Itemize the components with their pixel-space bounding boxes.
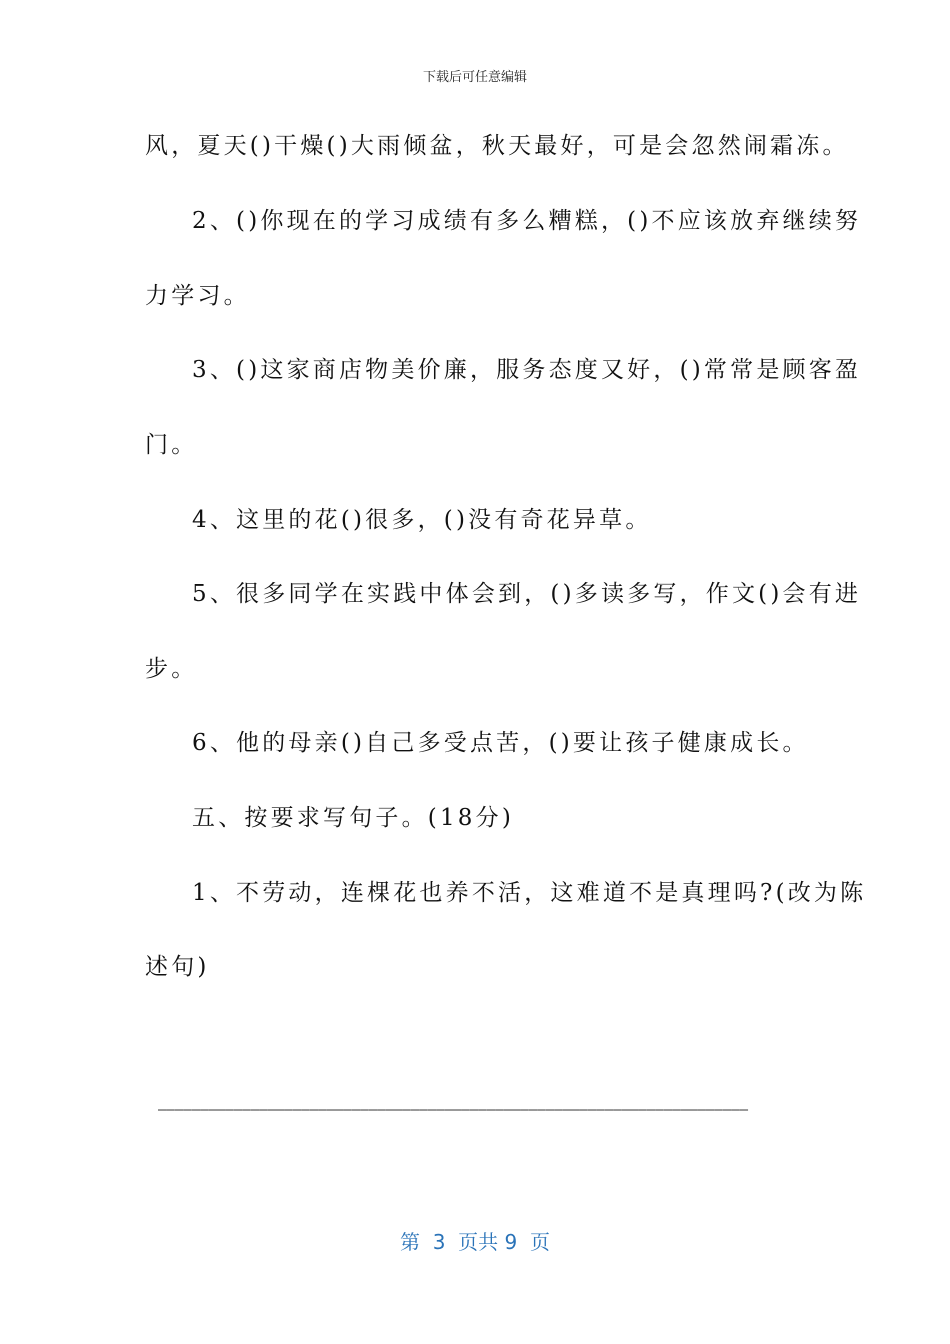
answer-line[interactable]: —————————————————————————————————————————————————————————————————————— bbox=[158, 1102, 749, 1118]
question-2-line-1: 2、()你现在的学习成绩有多么糟糕，()不应该放弃继续努 bbox=[192, 208, 862, 234]
question-4-line-1: 4、这里的花()很多，()没有奇花异草。 bbox=[192, 507, 652, 533]
question-3-line-2: 门。 bbox=[145, 432, 198, 458]
section-5-question-1-line-2: 述句) bbox=[145, 954, 210, 980]
question-5-line-2: 步。 bbox=[145, 656, 198, 682]
page-footer: 第 3 页共 9 页 bbox=[400, 1230, 550, 1254]
question-2-line-2: 力学习。 bbox=[145, 283, 250, 309]
question-5-line-1: 5、很多同学在实践中体会到，()多读多写，作文()会有进 bbox=[192, 581, 862, 607]
question-6-line-1: 6、他的母亲()自己多受点苦，()要让孩子健康成长。 bbox=[192, 730, 809, 756]
section-5-question-1-line-1: 1、不劳动，连棵花也养不活，这难道不是真理吗?(改为陈 bbox=[192, 880, 867, 906]
question-3-line-1: 3、()这家商店物美价廉，服务态度又好，()常常是顾客盈 bbox=[192, 357, 862, 383]
section-5-heading: 五、按要求写句子。(18分) bbox=[192, 805, 515, 831]
text-line-1: 风，夏天()干燥()大雨倾盆，秋天最好，可是会忽然闹霜冻。 bbox=[145, 133, 849, 159]
page-header: 下载后可任意编辑 bbox=[422, 70, 527, 85]
